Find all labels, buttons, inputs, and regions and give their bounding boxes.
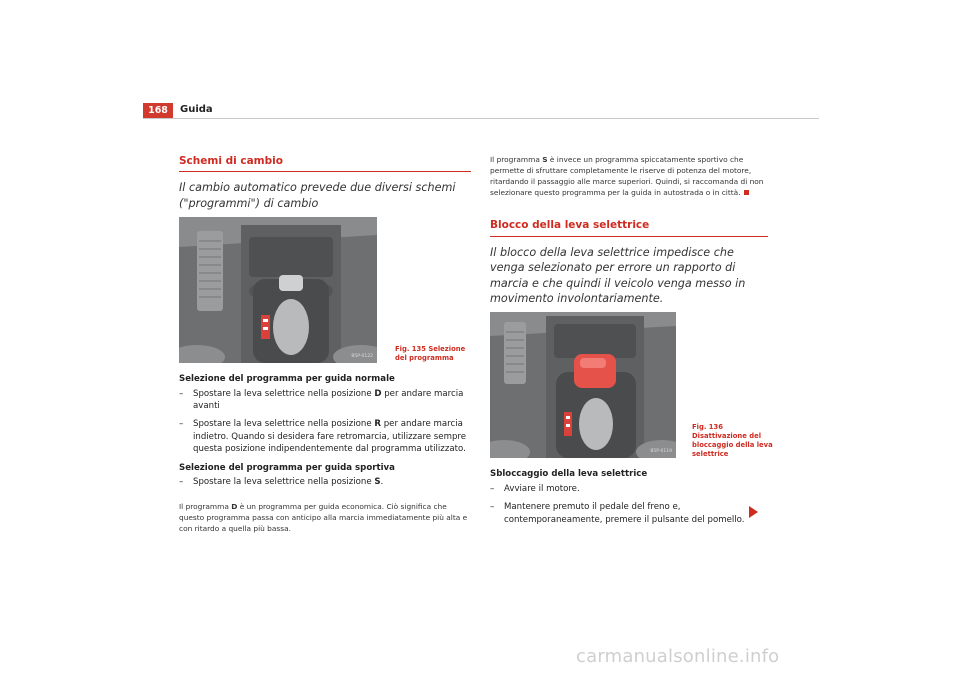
step-normal-2: – Spostare la leva selettrice nella posizione R per andare marcia indietro. Quando si desidera fare retromarcia, utilizzare sempre questa posizione indipendentemente dal programma utilizzato. [179,419,467,455]
figure-136-image [490,312,676,458]
subheading-normal: Selezione del programma per guida normale [179,374,395,385]
section-title-blocco: Blocco della leva selettrice [490,218,768,236]
section-lead-blocco: Il blocco della leva selettrice impedisce che venga selezionato per errore un rapporto di marcia e che quindi il veicolo venga messo in movimento involontariamente. [490,245,746,306]
step-normal-1: – Spostare la leva selettrice nella posizione D per andare marcia avanti [179,388,464,412]
figure-135-image [179,217,377,363]
figure-135-code: B5P-0122 [351,353,373,359]
section-lead-schemi: Il cambio automatico prevede due diversi schemi ("programmi") di cambio [179,181,456,210]
subheading-sport: Selezione del programma per guida sportiva [179,462,395,473]
running-head: Guida [180,104,213,115]
subheading-unlock: Sbloccaggio della leva selettrice [490,469,648,480]
square-end-icon [744,190,749,195]
figure-135-caption: Fig. 135 Selezione del programma [395,345,466,363]
figure-136-code: B5P-0119 [650,448,672,454]
figure-136-caption: Fig. 136 Disattivazione del bloccaggio della leva selettrice [692,423,773,458]
note-program-d: Il programma D è un programma per guida economica. Ciò significa che questo programma passa con anticipo alla marcia immediatamente più alta e con ritardo a quella più bassa. [179,501,468,533]
figure-136 [490,312,773,458]
watermark: carmanualsonline.info [576,646,780,667]
triangle-right-icon[interactable] [749,506,758,518]
note-program-s: Il programma S è invece un programma spiccatamente sportivo che permette di sfruttare completamente le riserve di potenza del motore, ritardando il passaggio alle marce superiori. Quindi, si raccomanda di non selezionare questo programma per la guida in autostrada o in città. [490,155,764,198]
header-rule [143,118,819,119]
step-unlock-1: – Avviare il motore. [490,483,580,494]
right-column [490,154,773,532]
page-number: 168 [143,103,173,118]
step-unlock-2: – Mantenere premuto il pedale del freno e, contemporaneamente, premere il pulsante del pomello. [490,502,745,525]
section-title-schemi: Schemi di cambio [179,154,471,172]
step-sport-1: – Spostare la leva selettrice nella posizione S. [179,477,384,488]
left-column [179,154,471,534]
figure-135 [179,217,471,363]
